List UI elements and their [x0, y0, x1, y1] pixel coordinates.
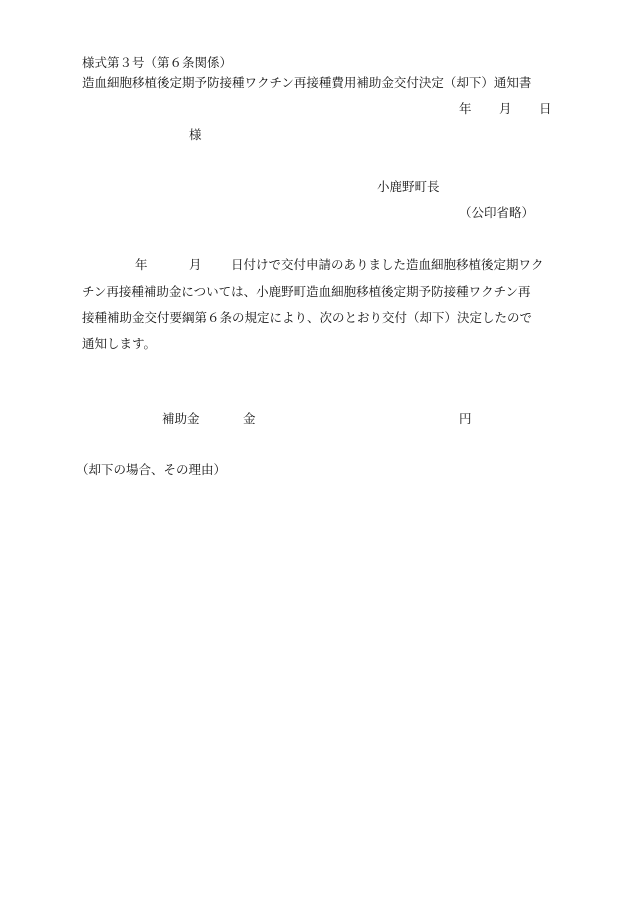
seal-note: （公印省略） [459, 205, 535, 220]
amount-label: 補助金 [162, 411, 200, 426]
form-number: 様式第３号（第６条関係） [82, 55, 233, 70]
issuer-name: 小鹿野町長 [377, 179, 440, 194]
body-line-3: 接種補助金交付要綱第６条の規定により、次のとおり交付（却下）決定したので [82, 310, 533, 325]
body-line-4: 通知します。 [82, 336, 157, 351]
rejection-reason-label: （却下の場合、その理由） [76, 462, 227, 477]
body-line-2: チン再接種補助金については、小鹿野町造血細胞移植後定期予防接種ワクチン再 [82, 284, 531, 299]
amount-prefix: 金 [243, 411, 256, 426]
body-year-label: 年 [135, 257, 148, 272]
body-line-1: 日付けで交付申請のありました造血細胞移植後定期ワク [231, 257, 544, 272]
document-title: 造血細胞移植後定期予防接種ワクチン再接種費用補助金交付決定（却下）通知書 [82, 75, 532, 90]
body-month-label: 月 [189, 257, 202, 272]
body-paragraph [82, 253, 554, 357]
date-month-label: 月 [499, 101, 512, 116]
date-year-label: 年 [459, 101, 472, 116]
amount-unit: 円 [459, 411, 472, 426]
recipient-suffix: 様 [189, 127, 202, 142]
date-day-label: 日 [539, 101, 552, 116]
